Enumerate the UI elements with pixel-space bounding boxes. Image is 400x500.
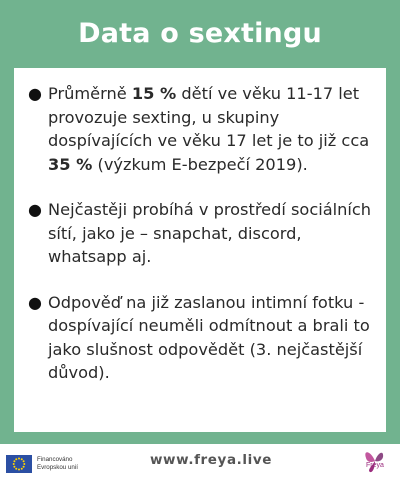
percent-highlight: 15 % (131, 84, 177, 103)
bullet-text: Nejčastěji probíhá v prostředí sociálních sítí, jako je – snapchat, discord, whatsapp aj. (48, 200, 372, 266)
bullet-dot-icon: ● (28, 200, 42, 219)
bullet-dot-icon: ● (28, 84, 42, 103)
freya-logo-text: Freya (366, 462, 384, 469)
bullet-dot-icon: ● (28, 292, 42, 312)
text-run: dětí ve věku 11-17 let provozuje sexting, u skupiny dospívajících ve věku 17 let je to již cca (48, 84, 370, 150)
bullet-list (28, 82, 374, 385)
website-link[interactable]: www.freya.live (149, 452, 273, 468)
eu-funding-badge (6, 452, 78, 476)
bullet-text: Odpověď na již zaslanou intimní fotku - dospívající neuměli odmítnout a brali to jako slušnost odpovědět (3. nejčastější důvod). (48, 292, 370, 382)
eu-funding-text (37, 456, 78, 472)
bullet-item-1 (28, 82, 374, 176)
bullet-item-2 (28, 198, 374, 269)
footer (0, 444, 400, 500)
content-card (14, 68, 386, 432)
eu-text-line: Financováno (37, 456, 73, 463)
eu-text-line: Evropskou unií (37, 464, 78, 471)
eu-flag-icon (6, 455, 32, 473)
page-title: Data o sextingu (78, 18, 322, 49)
text-run: Průměrně (48, 84, 132, 103)
percent-highlight: 35 % (48, 154, 93, 174)
text-run: (výzkum E-bezpečí 2019). (92, 154, 308, 174)
bullet-text (48, 84, 369, 174)
bullet-item-3 (28, 291, 374, 385)
